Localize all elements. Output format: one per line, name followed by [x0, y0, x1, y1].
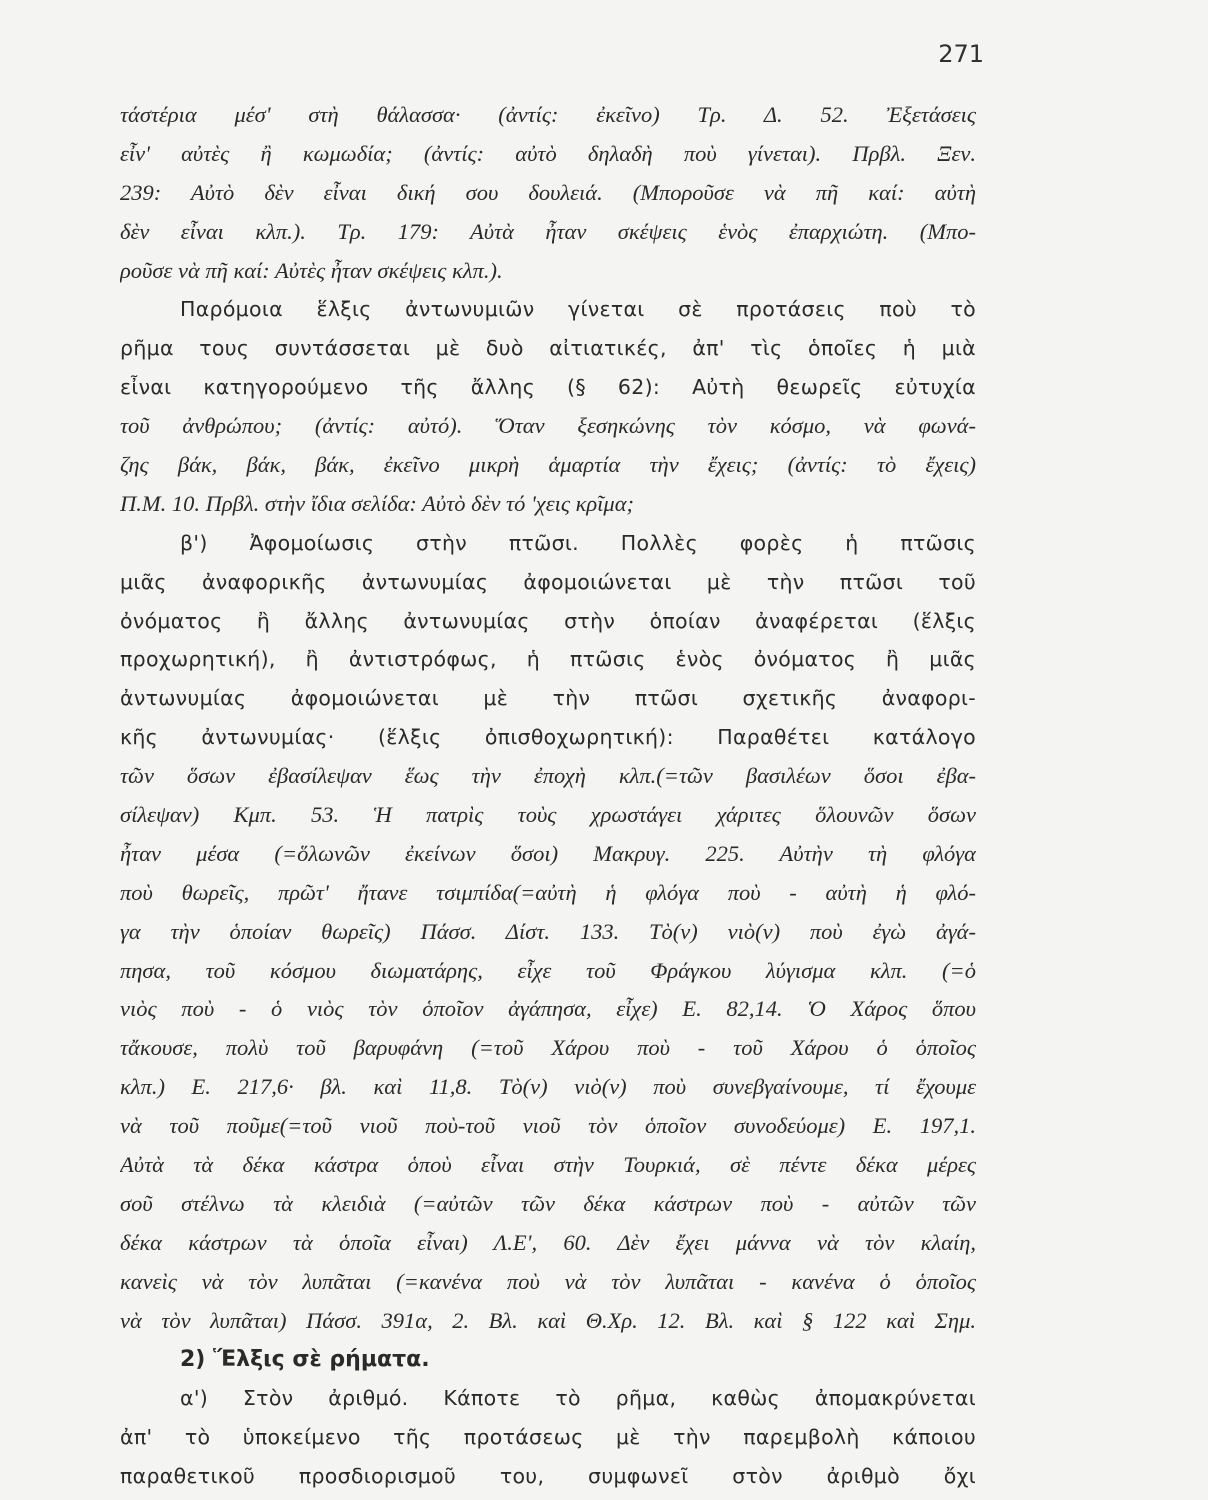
page-number: 271: [938, 40, 984, 68]
text-line: τῶν ὅσων ἐβασίλεψαν ἕως τὴν ἐποχὴ κλπ.(=τῶν βασιλέων ὅσοι ἐβα-: [120, 763, 976, 789]
text-line: δὲν εἶναι κλπ.). Τρ. 179: Αὐτὰ ἦταν σκέψεις ἑνὸς ἐπαρχιώτη. (Μπο-: [120, 218, 976, 244]
body-text: [120, 96, 976, 1496]
text-line: νὰ τὸν λυπᾶται) Πάσσ. 391α, 2. Βλ. καὶ Θ.Χρ. 12. Βλ. καὶ § 122 καὶ Σημ.: [120, 1307, 976, 1333]
text-line: εἶν' αὐτὲς ἢ κωμωδία; (ἀντίς: αὐτὸ δηλαδὴ ποὺ γίνεται). Πρβλ. Ξεν.: [120, 140, 976, 166]
text-line: πησα, τοῦ κόσμου διωματάρης, εἶχε τοῦ Φράγκου λύγισμα κλπ. (=ὁ: [120, 957, 976, 983]
paragraph-start: Παρόμοια ἕλξις ἀντωνυμιῶν γίνεται σὲ προτάσεις ποὺ τὸ: [180, 297, 976, 322]
text-line: ἀπ' τὸ ὑποκείμενο τῆς προτάσεως μὲ τὴν παρεμβολὴ κάποιου: [120, 1425, 976, 1450]
text-line: κλπ.) Ε. 217,6· βλ. καὶ 11,8. Τὸ(ν) νιὸ(ν) ποὺ συνεβγαίνουμε, τί ἔχουμε: [120, 1074, 976, 1100]
text-line: κῆς ἀντωνυμίας· (ἕλξις ὀπισθοχωρητική): Παραθέτει κατάλογο: [120, 725, 976, 750]
text-line: τάστέρια μέσ' στὴ θάλασσα· (ἀντίς: ἐκεῖνο) Τρ. Δ. 52. Ἐξετάσεις: [120, 102, 976, 127]
text-line: παραθετικοῦ προσδιορισμοῦ του, συμφωνεῖ στὸν ἀριθμὸ ὄχι: [120, 1464, 976, 1489]
text-line: ζης βάκ, βάκ, βάκ, ἐκεῖνο μικρὴ ἁμαρτία τὴν ἔχεις; (ἀντίς: τὸ ἔχεις): [120, 452, 976, 478]
section-heading-a: α') Στὸν ἀριθμό. Κάποτε τὸ ρῆμα, καθὼς ἀπομακρύνεται: [180, 1386, 976, 1411]
text-line: ἦταν μέσα (=ὅλωνῶν ἐκείνων ὅσοι) Μακρυγ. 225. Αὐτὴν τὴ φλόγα: [120, 840, 976, 866]
text-line: μιᾶς ἀναφορικῆς ἀντωνυμίας ἀφομοιώνεται μὲ τὴν πτῶσι τοῦ: [120, 569, 976, 594]
text-line: σοῦ στέλνω τὰ κλειδιὰ (=αὐτῶν τῶν δέκα κάστρων ποὺ - αὐτῶν τῶν: [120, 1190, 976, 1216]
text-line: γα τὴν ὁποίαν θωρεῖς) Πάσσ. Δίστ. 133. Τὸ(ν) νιὸ(ν) ποὺ ἐγὼ ἀγά-: [120, 918, 976, 944]
text-line: εἶναι κατηγορούμενο τῆς ἄλλης (§ 62): Αὐτὴ θεωρεῖς εὐτυχία: [120, 375, 976, 400]
text-line: ρῆμα τους συντάσσεται μὲ δυὸ αἰτιατικές, ἀπ' τὶς ὁποῖες ἡ μιὰ: [120, 336, 976, 361]
text-line: προχωρητική), ἢ ἀντιστρόφως, ἡ πτῶσις ἑνὸς ὀνόματος ἢ μιᾶς: [120, 647, 976, 672]
text-line: Αὐτὰ τὰ δέκα κάστρα ὁποὺ εἶναι στὴν Τουρκιά, σὲ πέντε δέκα μέρες: [120, 1152, 976, 1178]
text-line: νὰ τοῦ ποῦμε(=τοῦ νιοῦ ποὺ-τοῦ νιοῦ τὸν ὁποῖον συνοδεύομε) Ε. 197,1.: [120, 1113, 976, 1139]
text-line: ροῦσε νὰ πῆ καί: Αὐτὲς ἦταν σκέψεις κλπ.).: [120, 257, 503, 283]
text-line: τοῦ ἀνθρώπου; (ἀντίς: αὐτό). Ὅταν ξεσηκώνης τὸν κόσμο, νὰ φωνά-: [120, 413, 976, 439]
text-line: νιὸς ποὺ - ὁ νιὸς τὸν ὁποῖον ἀγάπησα, εἶχε) Ε. 82,14. Ὁ Χάρος ὅπου: [120, 996, 976, 1022]
text-line: ποὺ θωρεῖς, πρῶτ' ἤτανε τσιμπίδα(=αὐτὴ ἡ φλόγα ποὺ - αὐτὴ ἡ φλό-: [120, 879, 976, 905]
text-line: δέκα κάστρων τὰ ὁποῖα εἶναι) Λ.Ε', 60. Δὲν ἔχει μάννα νὰ τὸν κλαίη,: [120, 1229, 976, 1255]
text-line: Π.Μ. 10. Πρβλ. στὴν ἴδια σελίδα: Αὐτὸ δὲν τό 'χεις κρῖμα;: [120, 490, 635, 516]
section-heading-2: 2) Ἕλξις σὲ ρήματα.: [180, 1346, 430, 1372]
text-line: κανεὶς νὰ τὸν λυπᾶται (=κανένα ποὺ νὰ τὸν λυπᾶται - κανένα ὁ ὁποῖος: [120, 1268, 976, 1294]
text-line: ὀνόματος ἢ ἄλλης ἀντωνυμίας στὴν ὁποίαν ἀναφέρεται (ἕλξις: [120, 608, 976, 633]
text-line: 239: Αὐτὸ δὲν εἶναι δική σου δουλειά. (Μποροῦσε νὰ πῆ καί: αὐτὴ: [120, 179, 976, 205]
text-line: τἄκουσε, πολὺ τοῦ βαρυφάνη (=τοῦ Χάρου ποὺ - τοῦ Χάρου ὁ ὁποῖος: [120, 1035, 976, 1061]
text-line: σίλεψαν) Κμπ. 53. Ἡ πατρὶς τοὺς χρωστάγει χάριτες ὅλουνῶν ὅσων: [120, 802, 976, 828]
section-heading-b: β') Ἀφομοίωσις στὴν πτῶσι. Πολλὲς φορὲς ἡ πτῶσις: [180, 530, 976, 555]
text-line: ἀντωνυμίας ἀφομοιώνεται μὲ τὴν πτῶσι σχετικῆς ἀναφορι-: [120, 686, 976, 711]
